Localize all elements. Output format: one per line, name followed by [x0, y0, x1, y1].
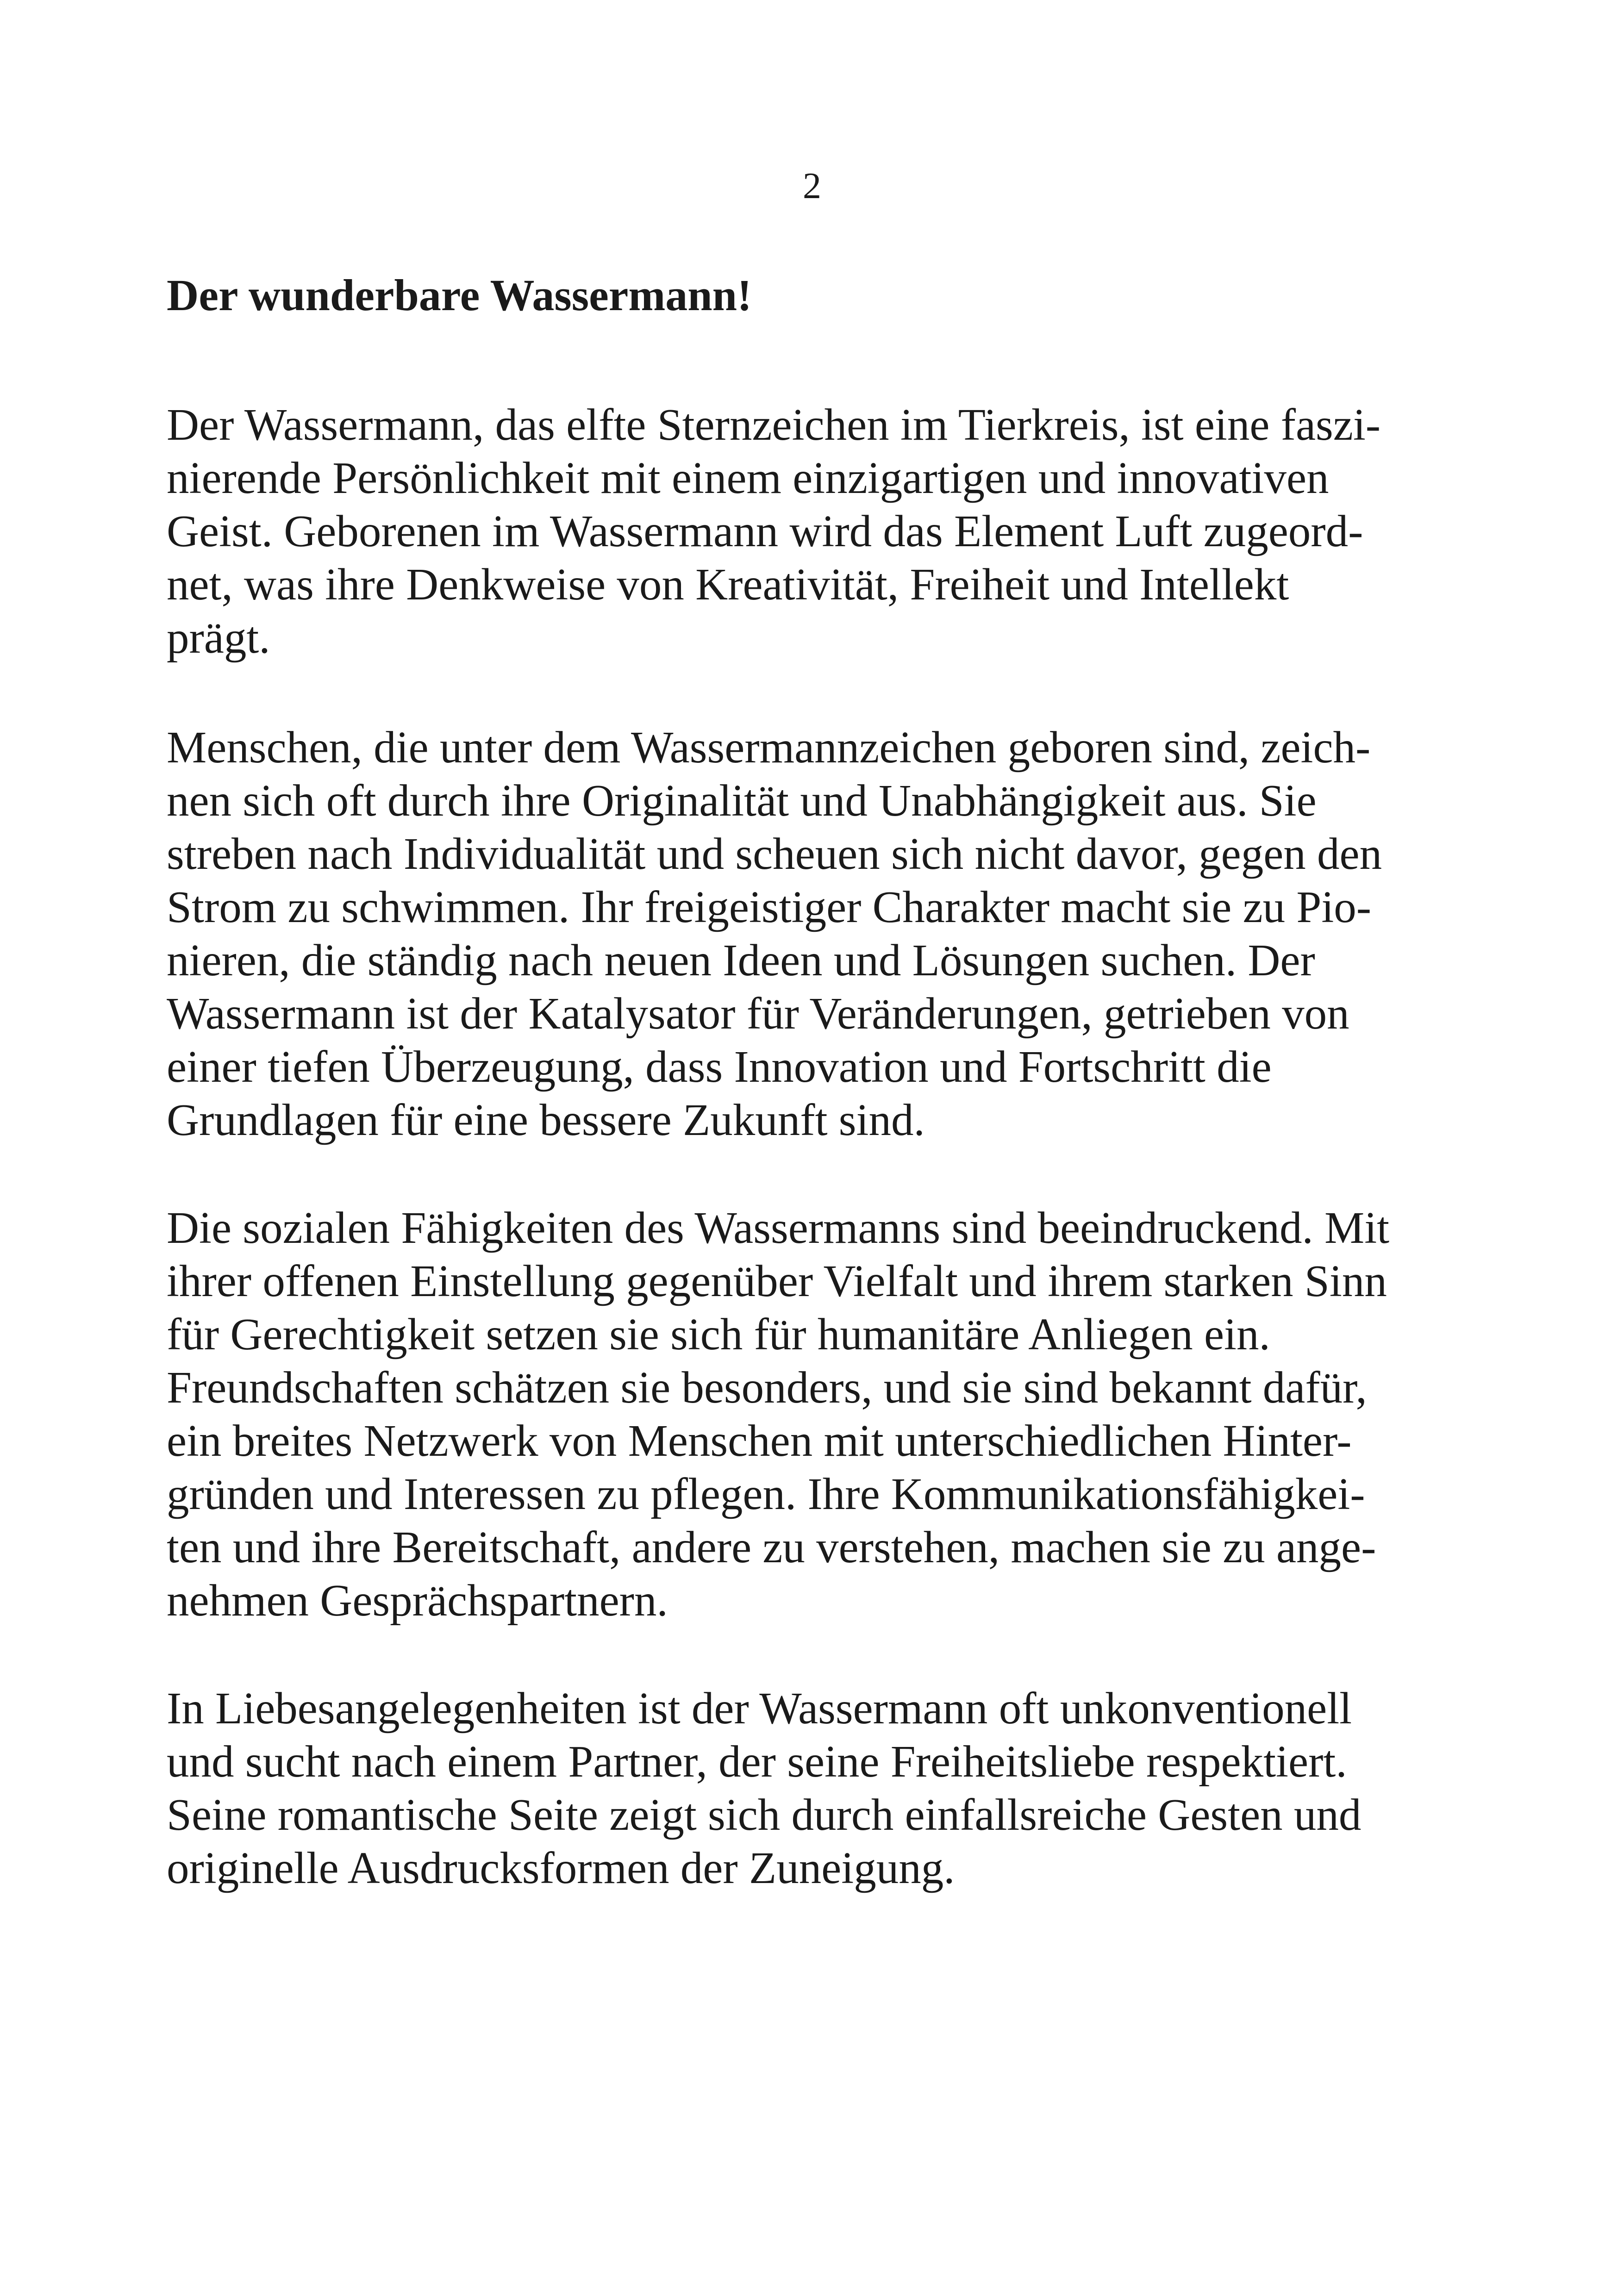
text-line: Strom zu schwimmen. Ihr freigeistiger Charakter macht sie zu Pio-	[167, 882, 1372, 932]
text-line: originelle Ausdrucksformen der Zuneigung.	[167, 1843, 955, 1893]
text-line: In Liebesangelegenheiten ist der Wassermann oft unkonventionell	[167, 1684, 1352, 1733]
paragraph	[167, 398, 1463, 664]
text-line: Wassermann ist der Katalysator für Veränderungen, getrieben von	[167, 989, 1349, 1038]
text-line: Die sozialen Fähigkeiten des Wassermanns sind beeindruckend. Mit	[167, 1203, 1390, 1253]
page-number: 2	[803, 166, 821, 206]
text-line: Der Wassermann, das elfte Sternzeichen im Tierkreis, ist eine faszi-	[167, 400, 1381, 449]
text-line: nehmen Gesprächspartnern.	[167, 1576, 668, 1625]
text-line: und sucht nach einem Partner, der seine Freiheitsliebe respektiert.	[167, 1737, 1347, 1786]
text-line: streben nach Individualität und scheuen sich nicht davor, gegen den	[167, 829, 1382, 879]
text-line: nierende Persönlichkeit mit einem einzigartigen und innovativen	[167, 453, 1329, 503]
text-line: ihrer offenen Einstellung gegenüber Vielfalt und ihrem starken Sinn	[167, 1256, 1387, 1306]
paragraph	[167, 1201, 1463, 1627]
text-line: Menschen, die unter dem Wassermannzeichen geboren sind, zeich-	[167, 723, 1371, 772]
text-line: einer tiefen Überzeugung, dass Innovation und Fortschritt die	[167, 1042, 1272, 1091]
text-line: Geist. Geborenen im Wassermann wird das Element Luft zugeord-	[167, 506, 1363, 556]
text-line: net, was ihre Denkweise von Kreativität, Freiheit und Intellekt	[167, 560, 1289, 609]
text-line: nen sich oft durch ihre Originalität und Unabhängigkeit aus. Sie	[167, 776, 1317, 825]
document-title: Der wunderbare Wassermann!	[167, 270, 752, 320]
text-line: ten und ihre Bereitschaft, andere zu verstehen, machen sie zu ange-	[167, 1522, 1376, 1572]
text-line: nieren, die ständig nach neuen Ideen und Lösungen suchen. Der	[167, 935, 1315, 985]
text-line: Seine romantische Seite zeigt sich durch einfallsreiche Gesten und	[167, 1790, 1362, 1840]
text-line: Grundlagen für eine bessere Zukunft sind.	[167, 1095, 925, 1145]
text-line: für Gerechtigkeit setzen sie sich für humanitäre Anliegen ein.	[167, 1310, 1270, 1359]
text-line: gründen und Interessen zu pflegen. Ihre Kommunikationsfähigkei-	[167, 1469, 1365, 1519]
text-line: Freundschaften schätzen sie besonders, und sie sind bekannt dafür,	[167, 1363, 1367, 1412]
text-line: ein breites Netzwerk von Menschen mit unterschiedlichen Hinter-	[167, 1416, 1352, 1466]
paragraph	[167, 1682, 1463, 1895]
text-line: prägt.	[167, 613, 270, 662]
paragraph	[167, 721, 1463, 1147]
